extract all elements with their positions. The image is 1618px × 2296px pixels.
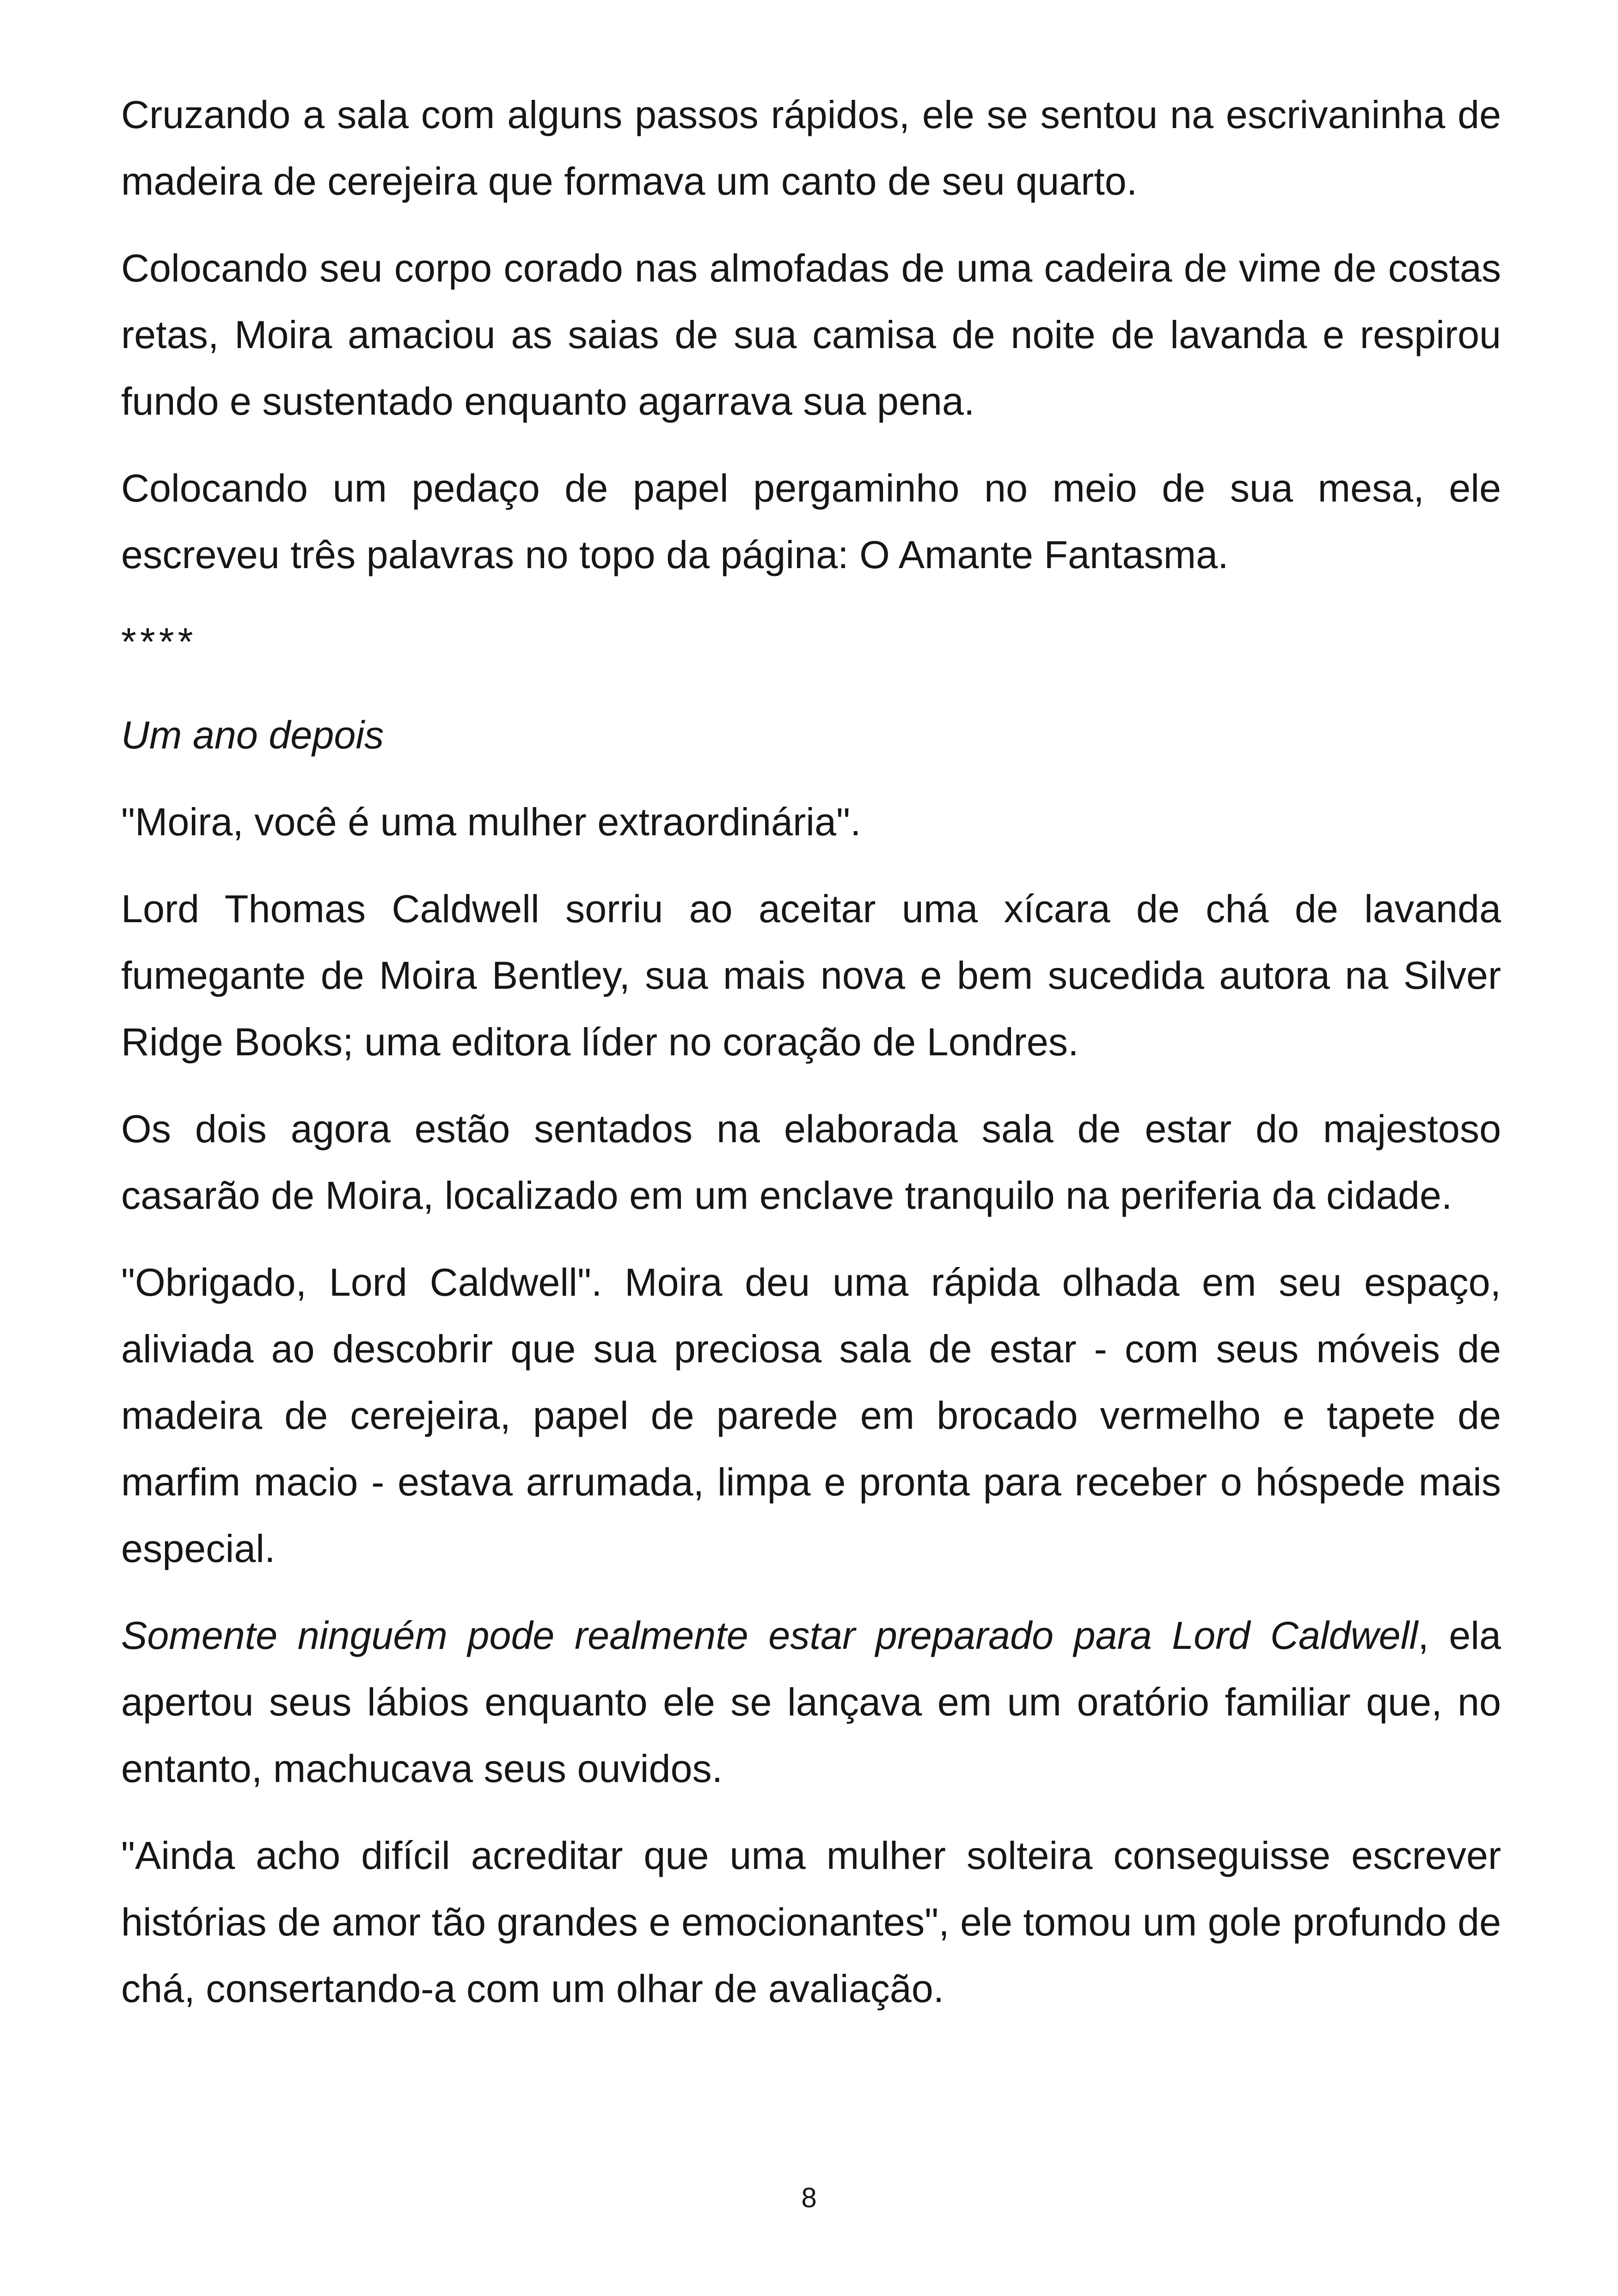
scene-heading: Um ano depois [121, 713, 384, 757]
scene-separator: **** [121, 620, 197, 663]
paragraph-9: "Ainda acho difícil acreditar que uma mulher solteira conseguisse escrever histórias de amor tão grandes e emocionantes", ele tomou um gole profundo de chá, consertando-a com um olhar de avaliação. [121, 1834, 1501, 2010]
paragraph-8 [121, 1602, 1501, 1802]
page-number: 8 [801, 2182, 817, 2213]
paragraph-4: "Moira, você é uma mulher extraordinária". [121, 800, 861, 844]
document-body [121, 81, 1501, 2042]
paragraph-6: Os dois agora estão sentados na elaborada sala de estar do majestoso casarão de Moira, localizado em um enclave tranquilo na periferia da cidade. [121, 1107, 1501, 1217]
paragraph-5: Lord Thomas Caldwell sorriu ao aceitar uma xícara de chá de lavanda fumegante de Moira Bentley, sua mais nova e bem sucedida autora na Silver Ridge Books; uma editora líder no coração de Londres. [121, 887, 1501, 1064]
paragraph-3: Colocando um pedaço de papel pergaminho no meio de sua mesa, ele escreveu três palavras no topo da página: O Amante Fantasma. [121, 466, 1501, 576]
paragraph-2: Colocando seu corpo corado nas almofadas de uma cadeira de vime de costas retas, Moira amaciou as saias de sua camisa de noite de lavanda e respirou fundo e sustentado enquanto agarrava sua pena. [121, 246, 1501, 423]
paragraph-8-rest: , ela apertou seus lábios enquanto ele se lançava em um oratório familiar que, no entanto, machucava seus ouvidos. [121, 1614, 1501, 1790]
paragraph-7: "Obrigado, Lord Caldwell". Moira deu uma rápida olhada em seu espaço, aliviada ao descobrir que sua preciosa sala de estar - com seus móveis de madeira de cerejeira, papel de parede em brocado vermelho e tapete de marfim macio - estava arrumada, limpa e pronta para receber o hóspede mais especial. [121, 1261, 1501, 1570]
paragraph-8-italic-part: Somente ninguém pode realmente estar preparado para Lord Caldwell [121, 1614, 1418, 1657]
paragraph-1: Cruzando a sala com alguns passos rápidos, ele se sentou na escrivaninha de madeira de cerejeira que formava um canto de seu quarto. [121, 93, 1501, 203]
